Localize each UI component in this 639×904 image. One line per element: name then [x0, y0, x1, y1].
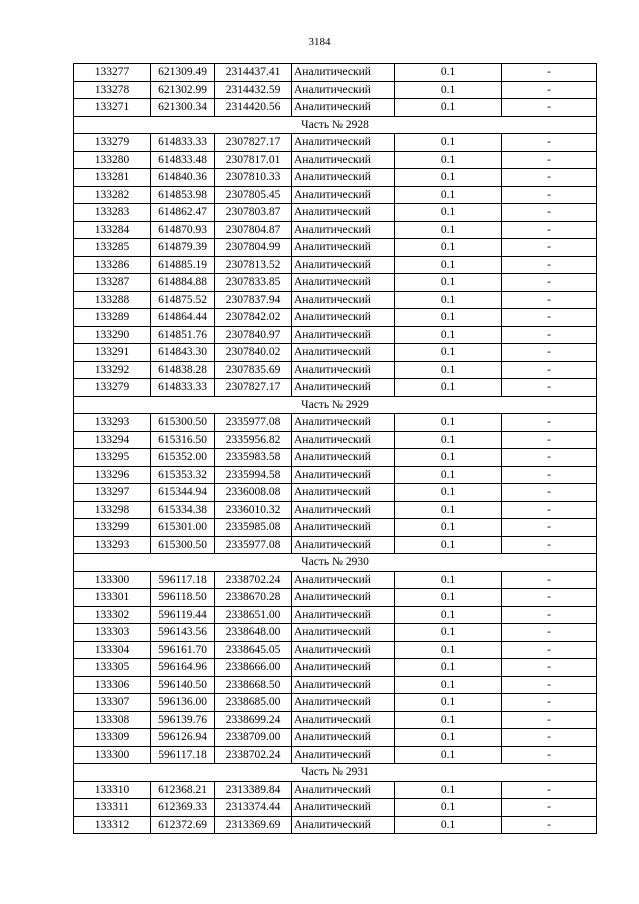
table-row — [74, 606, 597, 624]
method-cell: Аналитический — [292, 151, 395, 169]
accuracy-cell: 0.1 — [395, 711, 502, 729]
x-coordinate-cell: 596126.94 — [151, 729, 215, 747]
x-coordinate-cell: 612369.33 — [151, 799, 215, 817]
x-coordinate-cell: 614833.33 — [151, 379, 215, 397]
point-number-cell: 133302 — [74, 606, 151, 624]
method-cell: Аналитический — [292, 134, 395, 152]
method-cell: Аналитический — [292, 466, 395, 484]
accuracy-cell: 0.1 — [395, 571, 502, 589]
x-coordinate-cell: 615352.00 — [151, 449, 215, 467]
x-coordinate-cell: 621302.99 — [151, 81, 215, 99]
accuracy-cell: 0.1 — [395, 274, 502, 292]
accuracy-cell: 0.1 — [395, 344, 502, 362]
accuracy-cell: 0.1 — [395, 291, 502, 309]
point-number-cell: 133287 — [74, 274, 151, 292]
x-coordinate-cell: 615344.94 — [151, 484, 215, 502]
x-coordinate-cell: 614864.44 — [151, 309, 215, 327]
method-cell: Аналитический — [292, 326, 395, 344]
method-cell: Аналитический — [292, 676, 395, 694]
y-coordinate-cell: 2335985.08 — [215, 519, 292, 537]
description-cell: - — [502, 589, 597, 607]
accuracy-cell: 0.1 — [395, 659, 502, 677]
point-number-cell: 133283 — [74, 204, 151, 222]
coordinates-table-body — [74, 64, 597, 834]
y-coordinate-cell: 2313389.84 — [215, 781, 292, 799]
y-coordinate-cell: 2313374.44 — [215, 799, 292, 817]
table-row — [74, 711, 597, 729]
description-cell: - — [502, 816, 597, 834]
part-title: Часть № 2931 — [74, 764, 597, 782]
table-row — [74, 186, 597, 204]
table-row — [74, 449, 597, 467]
point-number-cell: 133292 — [74, 361, 151, 379]
accuracy-cell: 0.1 — [395, 519, 502, 537]
table-row — [74, 151, 597, 169]
part-header-row — [74, 764, 597, 782]
y-coordinate-cell: 2338670.28 — [215, 589, 292, 607]
method-cell: Аналитический — [292, 81, 395, 99]
y-coordinate-cell: 2338645.05 — [215, 641, 292, 659]
method-cell: Аналитический — [292, 484, 395, 502]
x-coordinate-cell: 614840.36 — [151, 169, 215, 187]
description-cell: - — [502, 221, 597, 239]
description-cell: - — [502, 624, 597, 642]
accuracy-cell: 0.1 — [395, 641, 502, 659]
point-number-cell: 133284 — [74, 221, 151, 239]
y-coordinate-cell: 2307817.01 — [215, 151, 292, 169]
x-coordinate-cell: 615300.50 — [151, 536, 215, 554]
description-cell: - — [502, 606, 597, 624]
accuracy-cell: 0.1 — [395, 449, 502, 467]
description-cell: - — [502, 134, 597, 152]
point-number-cell: 133282 — [74, 186, 151, 204]
point-number-cell: 133293 — [74, 536, 151, 554]
point-number-cell: 133299 — [74, 519, 151, 537]
description-cell: - — [502, 729, 597, 747]
y-coordinate-cell: 2336008.08 — [215, 484, 292, 502]
description-cell: - — [502, 431, 597, 449]
table-row — [74, 536, 597, 554]
y-coordinate-cell: 2314432.59 — [215, 81, 292, 99]
x-coordinate-cell: 596161.70 — [151, 641, 215, 659]
point-number-cell: 133278 — [74, 81, 151, 99]
x-coordinate-cell: 614875.52 — [151, 291, 215, 309]
accuracy-cell: 0.1 — [395, 676, 502, 694]
part-header-row — [74, 554, 597, 572]
point-number-cell: 133279 — [74, 379, 151, 397]
x-coordinate-cell: 615316.50 — [151, 431, 215, 449]
table-row — [74, 221, 597, 239]
x-coordinate-cell: 621309.49 — [151, 64, 215, 82]
x-coordinate-cell: 614884.88 — [151, 274, 215, 292]
y-coordinate-cell: 2307833.85 — [215, 274, 292, 292]
method-cell: Аналитический — [292, 606, 395, 624]
part-title: Часть № 2928 — [74, 116, 597, 134]
point-number-cell: 133293 — [74, 414, 151, 432]
accuracy-cell: 0.1 — [395, 64, 502, 82]
table-row — [74, 589, 597, 607]
point-number-cell: 133300 — [74, 571, 151, 589]
table-row — [74, 344, 597, 362]
description-cell: - — [502, 781, 597, 799]
x-coordinate-cell: 614885.19 — [151, 256, 215, 274]
method-cell: Аналитический — [292, 536, 395, 554]
x-coordinate-cell: 596139.76 — [151, 711, 215, 729]
x-coordinate-cell: 615301.00 — [151, 519, 215, 537]
x-coordinate-cell: 596143.56 — [151, 624, 215, 642]
point-number-cell: 133300 — [74, 746, 151, 764]
table-row — [74, 309, 597, 327]
method-cell: Аналитический — [292, 431, 395, 449]
description-cell: - — [502, 676, 597, 694]
accuracy-cell: 0.1 — [395, 624, 502, 642]
x-coordinate-cell: 614833.48 — [151, 151, 215, 169]
point-number-cell: 133298 — [74, 501, 151, 519]
y-coordinate-cell: 2338685.00 — [215, 694, 292, 712]
point-number-cell: 133305 — [74, 659, 151, 677]
table-row — [74, 694, 597, 712]
method-cell: Аналитический — [292, 309, 395, 327]
table-row — [74, 274, 597, 292]
x-coordinate-cell: 596164.96 — [151, 659, 215, 677]
table-row — [74, 624, 597, 642]
x-coordinate-cell: 614853.98 — [151, 186, 215, 204]
y-coordinate-cell: 2307804.99 — [215, 239, 292, 257]
table-row — [74, 361, 597, 379]
description-cell: - — [502, 641, 597, 659]
page-number: 3184 — [308, 36, 331, 48]
method-cell: Аналитический — [292, 99, 395, 117]
y-coordinate-cell: 2307837.94 — [215, 291, 292, 309]
y-coordinate-cell: 2338699.24 — [215, 711, 292, 729]
table-row — [74, 81, 597, 99]
table-row — [74, 641, 597, 659]
accuracy-cell: 0.1 — [395, 589, 502, 607]
x-coordinate-cell: 614862.47 — [151, 204, 215, 222]
part-header-row — [74, 396, 597, 414]
x-coordinate-cell: 596118.50 — [151, 589, 215, 607]
table-row — [74, 519, 597, 537]
x-coordinate-cell: 596117.18 — [151, 571, 215, 589]
accuracy-cell: 0.1 — [395, 151, 502, 169]
accuracy-cell: 0.1 — [395, 361, 502, 379]
y-coordinate-cell: 2336010.32 — [215, 501, 292, 519]
description-cell: - — [502, 81, 597, 99]
description-cell: - — [502, 519, 597, 537]
method-cell: Аналитический — [292, 361, 395, 379]
method-cell: Аналитический — [292, 816, 395, 834]
point-number-cell: 133280 — [74, 151, 151, 169]
point-number-cell: 133304 — [74, 641, 151, 659]
method-cell: Аналитический — [292, 379, 395, 397]
y-coordinate-cell: 2338648.00 — [215, 624, 292, 642]
point-number-cell: 133311 — [74, 799, 151, 817]
method-cell: Аналитический — [292, 746, 395, 764]
table-row — [74, 204, 597, 222]
part-header-row — [74, 116, 597, 134]
x-coordinate-cell: 615334.38 — [151, 501, 215, 519]
accuracy-cell: 0.1 — [395, 169, 502, 187]
x-coordinate-cell: 614838.28 — [151, 361, 215, 379]
x-coordinate-cell: 614851.76 — [151, 326, 215, 344]
accuracy-cell: 0.1 — [395, 606, 502, 624]
table-row — [74, 326, 597, 344]
y-coordinate-cell: 2338666.00 — [215, 659, 292, 677]
x-coordinate-cell: 596119.44 — [151, 606, 215, 624]
y-coordinate-cell: 2307803.87 — [215, 204, 292, 222]
x-coordinate-cell: 596136.00 — [151, 694, 215, 712]
point-number-cell: 133309 — [74, 729, 151, 747]
part-title: Часть № 2929 — [74, 396, 597, 414]
table-row — [74, 571, 597, 589]
point-number-cell: 133279 — [74, 134, 151, 152]
method-cell: Аналитический — [292, 344, 395, 362]
method-cell: Аналитический — [292, 291, 395, 309]
y-coordinate-cell: 2335994.58 — [215, 466, 292, 484]
accuracy-cell: 0.1 — [395, 309, 502, 327]
point-number-cell: 133310 — [74, 781, 151, 799]
description-cell: - — [502, 291, 597, 309]
y-coordinate-cell: 2307842.02 — [215, 309, 292, 327]
table-row — [74, 746, 597, 764]
accuracy-cell: 0.1 — [395, 781, 502, 799]
description-cell: - — [502, 151, 597, 169]
description-cell: - — [502, 379, 597, 397]
y-coordinate-cell: 2338668.50 — [215, 676, 292, 694]
accuracy-cell: 0.1 — [395, 501, 502, 519]
description-cell: - — [502, 466, 597, 484]
y-coordinate-cell: 2313369.69 — [215, 816, 292, 834]
point-number-cell: 133306 — [74, 676, 151, 694]
table-row — [74, 291, 597, 309]
accuracy-cell: 0.1 — [395, 466, 502, 484]
point-number-cell: 133281 — [74, 169, 151, 187]
description-cell: - — [502, 239, 597, 257]
description-cell: - — [502, 694, 597, 712]
accuracy-cell: 0.1 — [395, 221, 502, 239]
point-number-cell: 133296 — [74, 466, 151, 484]
point-number-cell: 133289 — [74, 309, 151, 327]
x-coordinate-cell: 614833.33 — [151, 134, 215, 152]
point-number-cell: 133301 — [74, 589, 151, 607]
accuracy-cell: 0.1 — [395, 484, 502, 502]
x-coordinate-cell: 614843.30 — [151, 344, 215, 362]
accuracy-cell: 0.1 — [395, 729, 502, 747]
method-cell: Аналитический — [292, 64, 395, 82]
description-cell: - — [502, 746, 597, 764]
description-cell: - — [502, 64, 597, 82]
y-coordinate-cell: 2338651.00 — [215, 606, 292, 624]
method-cell: Аналитический — [292, 204, 395, 222]
point-number-cell: 133308 — [74, 711, 151, 729]
table-row — [74, 64, 597, 82]
point-number-cell: 133277 — [74, 64, 151, 82]
part-title: Часть № 2930 — [74, 554, 597, 572]
method-cell: Аналитический — [292, 711, 395, 729]
point-number-cell: 133295 — [74, 449, 151, 467]
accuracy-cell: 0.1 — [395, 414, 502, 432]
y-coordinate-cell: 2335977.08 — [215, 536, 292, 554]
point-number-cell: 133297 — [74, 484, 151, 502]
accuracy-cell: 0.1 — [395, 536, 502, 554]
description-cell: - — [502, 536, 597, 554]
description-cell: - — [502, 659, 597, 677]
table-row — [74, 676, 597, 694]
method-cell: Аналитический — [292, 571, 395, 589]
method-cell: Аналитический — [292, 239, 395, 257]
accuracy-cell: 0.1 — [395, 256, 502, 274]
table-row — [74, 99, 597, 117]
point-number-cell: 133290 — [74, 326, 151, 344]
accuracy-cell: 0.1 — [395, 326, 502, 344]
table-row — [74, 799, 597, 817]
method-cell: Аналитический — [292, 659, 395, 677]
description-cell: - — [502, 344, 597, 362]
method-cell: Аналитический — [292, 186, 395, 204]
description-cell: - — [502, 414, 597, 432]
method-cell: Аналитический — [292, 694, 395, 712]
y-coordinate-cell: 2307805.45 — [215, 186, 292, 204]
y-coordinate-cell: 2335983.58 — [215, 449, 292, 467]
table-row — [74, 501, 597, 519]
accuracy-cell: 0.1 — [395, 186, 502, 204]
table-row — [74, 239, 597, 257]
x-coordinate-cell: 614870.93 — [151, 221, 215, 239]
description-cell: - — [502, 169, 597, 187]
point-number-cell: 133312 — [74, 816, 151, 834]
table-row — [74, 414, 597, 432]
x-coordinate-cell: 612368.21 — [151, 781, 215, 799]
description-cell: - — [502, 256, 597, 274]
accuracy-cell: 0.1 — [395, 81, 502, 99]
accuracy-cell: 0.1 — [395, 134, 502, 152]
point-number-cell: 133271 — [74, 99, 151, 117]
y-coordinate-cell: 2307804.87 — [215, 221, 292, 239]
table-row — [74, 466, 597, 484]
method-cell: Аналитический — [292, 624, 395, 642]
x-coordinate-cell: 596140.50 — [151, 676, 215, 694]
description-cell: - — [502, 361, 597, 379]
table-row — [74, 256, 597, 274]
table-row — [74, 816, 597, 834]
point-number-cell: 133303 — [74, 624, 151, 642]
y-coordinate-cell: 2338702.24 — [215, 746, 292, 764]
table-row — [74, 379, 597, 397]
x-coordinate-cell: 614879.39 — [151, 239, 215, 257]
description-cell: - — [502, 204, 597, 222]
description-cell: - — [502, 99, 597, 117]
method-cell: Аналитический — [292, 589, 395, 607]
method-cell: Аналитический — [292, 729, 395, 747]
method-cell: Аналитический — [292, 519, 395, 537]
y-coordinate-cell: 2307813.52 — [215, 256, 292, 274]
description-cell: - — [502, 326, 597, 344]
accuracy-cell: 0.1 — [395, 431, 502, 449]
point-number-cell: 133307 — [74, 694, 151, 712]
method-cell: Аналитический — [292, 501, 395, 519]
y-coordinate-cell: 2338702.24 — [215, 571, 292, 589]
description-cell: - — [502, 449, 597, 467]
y-coordinate-cell: 2335977.08 — [215, 414, 292, 432]
x-coordinate-cell: 615300.50 — [151, 414, 215, 432]
y-coordinate-cell: 2314420.56 — [215, 99, 292, 117]
point-number-cell: 133288 — [74, 291, 151, 309]
accuracy-cell: 0.1 — [395, 239, 502, 257]
table-row — [74, 431, 597, 449]
table-row — [74, 729, 597, 747]
y-coordinate-cell: 2335956.82 — [215, 431, 292, 449]
accuracy-cell: 0.1 — [395, 694, 502, 712]
table-row — [74, 659, 597, 677]
description-cell: - — [502, 501, 597, 519]
accuracy-cell: 0.1 — [395, 204, 502, 222]
description-cell: - — [502, 274, 597, 292]
method-cell: Аналитический — [292, 221, 395, 239]
method-cell: Аналитический — [292, 256, 395, 274]
y-coordinate-cell: 2307810.33 — [215, 169, 292, 187]
y-coordinate-cell: 2307827.17 — [215, 379, 292, 397]
description-cell: - — [502, 309, 597, 327]
description-cell: - — [502, 571, 597, 589]
accuracy-cell: 0.1 — [395, 379, 502, 397]
table-row — [74, 134, 597, 152]
y-coordinate-cell: 2307840.97 — [215, 326, 292, 344]
x-coordinate-cell: 621300.34 — [151, 99, 215, 117]
point-number-cell: 133291 — [74, 344, 151, 362]
accuracy-cell: 0.1 — [395, 799, 502, 817]
point-number-cell: 133286 — [74, 256, 151, 274]
method-cell: Аналитический — [292, 449, 395, 467]
coordinates-table — [73, 63, 597, 834]
point-number-cell: 133294 — [74, 431, 151, 449]
method-cell: Аналитический — [292, 169, 395, 187]
method-cell: Аналитический — [292, 781, 395, 799]
x-coordinate-cell: 596117.18 — [151, 746, 215, 764]
point-number-cell: 133285 — [74, 239, 151, 257]
accuracy-cell: 0.1 — [395, 746, 502, 764]
table-row — [74, 484, 597, 502]
method-cell: Аналитический — [292, 414, 395, 432]
y-coordinate-cell: 2314437.41 — [215, 64, 292, 82]
description-cell: - — [502, 799, 597, 817]
y-coordinate-cell: 2307835.69 — [215, 361, 292, 379]
accuracy-cell: 0.1 — [395, 816, 502, 834]
method-cell: Аналитический — [292, 641, 395, 659]
table-row — [74, 781, 597, 799]
method-cell: Аналитический — [292, 799, 395, 817]
y-coordinate-cell: 2307827.17 — [215, 134, 292, 152]
description-cell: - — [502, 186, 597, 204]
y-coordinate-cell: 2338709.00 — [215, 729, 292, 747]
table-row — [74, 169, 597, 187]
y-coordinate-cell: 2307840.02 — [215, 344, 292, 362]
description-cell: - — [502, 484, 597, 502]
method-cell: Аналитический — [292, 274, 395, 292]
x-coordinate-cell: 612372.69 — [151, 816, 215, 834]
x-coordinate-cell: 615353.32 — [151, 466, 215, 484]
accuracy-cell: 0.1 — [395, 99, 502, 117]
description-cell: - — [502, 711, 597, 729]
